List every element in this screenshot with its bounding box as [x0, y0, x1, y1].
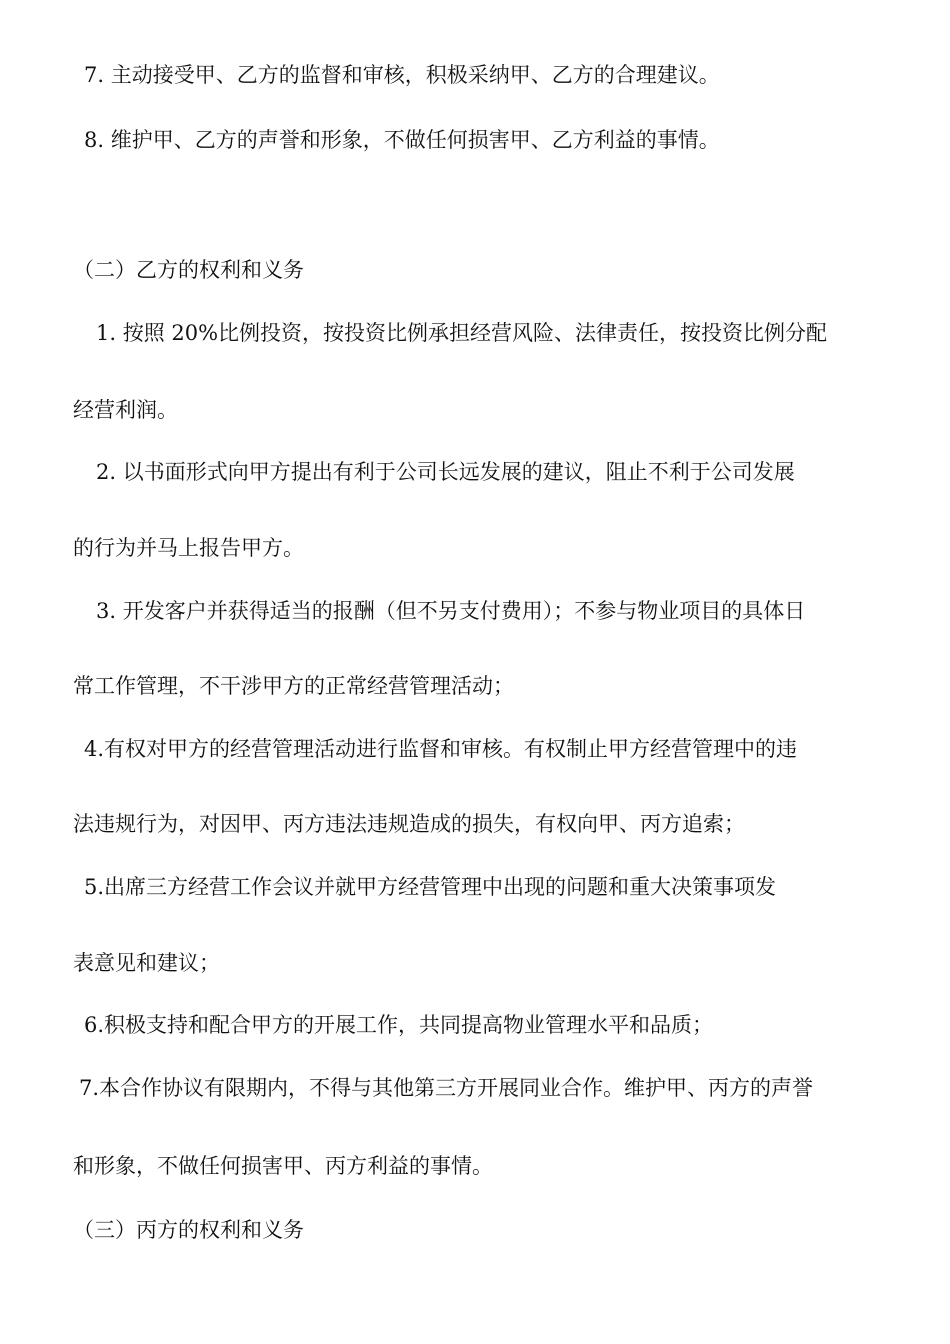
- paragraph-line: 表意见和建议；: [73, 951, 220, 975]
- paragraph-line: 8. 维护甲、乙方的声誉和形象，不做任何损害甲、乙方利益的事情。: [84, 128, 720, 152]
- paragraph-line: 和形象，不做任何损害甲、丙方利益的事情。: [73, 1154, 493, 1178]
- paragraph-line: 5.出席三方经营工作会议并就甲方经营管理中出现的问题和重大决策事项发: [84, 875, 777, 899]
- paragraph-line: 3. 开发客户并获得适当的报酬（但不另支付费用）；不参与物业项目的具体日: [96, 599, 806, 623]
- paragraph-line: 4.有权对甲方的经营管理活动进行监督和审核。有权制止甲方经营管理中的违: [84, 737, 798, 761]
- paragraph-line: 7.本合作协议有限期内，不得与其他第三方开展同业合作。维护甲、丙方的声誉: [79, 1076, 814, 1100]
- paragraph-line: 常工作管理，不干涉甲方的正常经营管理活动；: [73, 674, 514, 698]
- paragraph-line: 6.积极支持和配合甲方的开展工作，共同提高物业管理水平和品质；: [84, 1013, 714, 1037]
- paragraph-line: 2. 以书面形式向甲方提出有利于公司长远发展的建议，阻止不利于公司发展: [96, 460, 795, 484]
- paragraph-line: 的行为并马上报告甲方。: [73, 536, 304, 560]
- section-heading: （二）乙方的权利和义务: [73, 258, 304, 282]
- paragraph-line: 经营利润。: [73, 398, 178, 422]
- section-heading: （三）丙方的权利和义务: [73, 1218, 304, 1242]
- paragraph-line: 1. 按照 20%比例投资，按投资比例承担经营风险、法律责任，按投资比例分配: [96, 321, 828, 345]
- paragraph-line: 法违规行为，对因甲、丙方违法违规造成的损失，有权向甲、丙方追索；: [73, 812, 745, 836]
- paragraph-line: 7. 主动接受甲、乙方的监督和审核，积极采纳甲、乙方的合理建议。: [84, 63, 720, 87]
